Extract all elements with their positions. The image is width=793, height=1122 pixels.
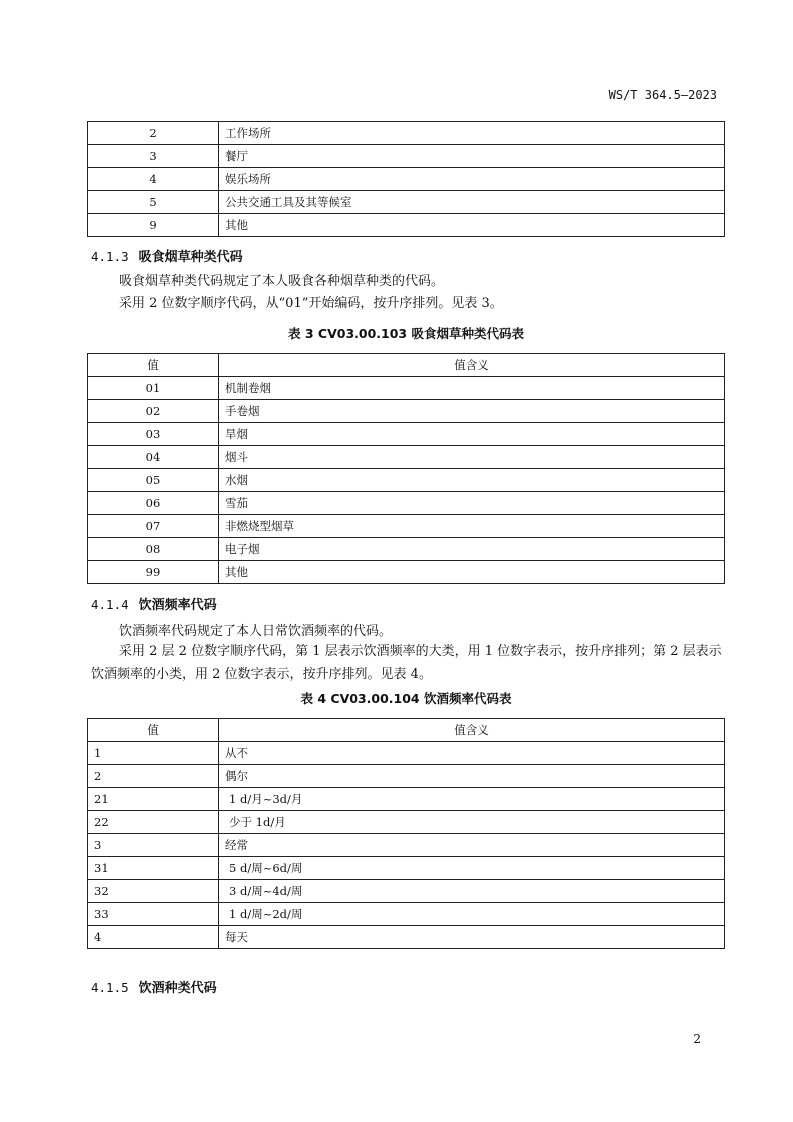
cell-value: 01: [88, 377, 219, 400]
table-row: [88, 492, 725, 515]
section-title: 饮酒频率代码: [138, 598, 217, 613]
table-row: [88, 122, 725, 145]
cell-meaning: 经常: [219, 834, 725, 857]
cell-meaning: 餐厅: [219, 145, 725, 168]
table-row: [88, 446, 725, 469]
section-title: 吸食烟草种类代码: [138, 250, 243, 265]
cell-value: 2: [88, 122, 219, 145]
cell-value: 2: [88, 765, 219, 788]
table-row: [88, 903, 725, 926]
table-row: [88, 214, 725, 237]
cell-meaning: 水烟: [219, 469, 725, 492]
cell-value: 5: [88, 191, 219, 214]
table-row: [88, 377, 725, 400]
cell-value: 04: [88, 446, 219, 469]
table-row: [88, 857, 725, 880]
cell-value: 4: [88, 168, 219, 191]
table-row: [88, 538, 725, 561]
cell-meaning: 娱乐场所: [219, 168, 725, 191]
cell-meaning: 1 d/周~2d/周: [219, 903, 725, 926]
table-row: [88, 168, 725, 191]
cell-value: 06: [88, 492, 219, 515]
paragraph: 采用 2 层 2 位数字顺序代码，第 1 层表示饮酒频率的大类，用 1 位数字表示，按升序排列；第 2 层表示饮酒频率的小类，用 2 位数字表示，按升序排列。见表 4。: [91, 644, 722, 682]
table-row: [88, 834, 725, 857]
col-header-value: 值: [88, 719, 219, 742]
section-heading-4-1-4: [91, 594, 217, 613]
table-row: [88, 811, 725, 834]
table-row: [88, 400, 725, 423]
cell-value: 08: [88, 538, 219, 561]
cell-value: 05: [88, 469, 219, 492]
paragraph: 吸食烟草种类代码规定了本人吸食各种烟草种类的代码。: [119, 274, 445, 289]
cell-value: 07: [88, 515, 219, 538]
section-heading-4-1-5: [91, 977, 217, 996]
table-row: [88, 561, 725, 584]
table-header: [88, 719, 725, 742]
cell-value: 31: [88, 857, 219, 880]
page-number: 2: [693, 1032, 701, 1046]
cell-meaning: 其他: [219, 561, 725, 584]
cell-meaning: 雪茄: [219, 492, 725, 515]
cell-meaning: 电子烟: [219, 538, 725, 561]
cell-value: 32: [88, 880, 219, 903]
cell-value: 3: [88, 834, 219, 857]
cell-meaning: 1 d/月~3d/月: [219, 788, 725, 811]
table-row: [88, 469, 725, 492]
cell-value: 22: [88, 811, 219, 834]
section-title: 饮酒种类代码: [138, 981, 217, 996]
col-header-meaning: 值含义: [219, 719, 725, 742]
cell-value: 3: [88, 145, 219, 168]
cell-meaning: 公共交通工具及其等候室: [219, 191, 725, 214]
section-number: 4.1.5: [91, 980, 129, 995]
cell-meaning: 机制卷烟: [219, 377, 725, 400]
table4: [87, 718, 725, 949]
table-row: [88, 515, 725, 538]
cell-meaning: 其他: [219, 214, 725, 237]
table-row: [88, 880, 725, 903]
section-heading-4-1-3: [91, 246, 243, 265]
cell-meaning: 旱烟: [219, 423, 725, 446]
cell-meaning: 手卷烟: [219, 400, 725, 423]
cell-meaning: 烟斗: [219, 446, 725, 469]
table3: [87, 353, 725, 584]
paragraph: 饮酒频率代码规定了本人日常饮酒频率的代码。: [119, 624, 393, 639]
cell-value: 03: [88, 423, 219, 446]
cell-meaning: 少于 1d/月: [219, 811, 725, 834]
cell-meaning: 工作场所: [219, 122, 725, 145]
table-row: [88, 742, 725, 765]
table-row: [88, 765, 725, 788]
table-row: [88, 145, 725, 168]
col-header-value: 值: [88, 354, 219, 377]
table3-caption: 表 3 CV03.00.103 吸食烟草种类代码表: [288, 326, 524, 341]
section-number: 4.1.4: [91, 597, 129, 612]
table-header: [88, 354, 725, 377]
cell-value: 4: [88, 926, 219, 949]
table-row: [88, 926, 725, 949]
col-header-meaning: 值含义: [219, 354, 725, 377]
cell-meaning: 从不: [219, 742, 725, 765]
paragraph: 采用 2 位数字顺序代码，从“01”开始编码，按升序排列。见表 3。: [119, 296, 503, 311]
table-row: [88, 191, 725, 214]
section-number: 4.1.3: [91, 249, 129, 264]
cell-meaning: 非燃烧型烟草: [219, 515, 725, 538]
cell-meaning: 每天: [219, 926, 725, 949]
table-row: [88, 788, 725, 811]
cell-value: 9: [88, 214, 219, 237]
cell-meaning: 3 d/周~4d/周: [219, 880, 725, 903]
cell-value: 99: [88, 561, 219, 584]
cell-value: 21: [88, 788, 219, 811]
cell-value: 33: [88, 903, 219, 926]
cell-value: 02: [88, 400, 219, 423]
continued-table: [87, 121, 725, 237]
table4-caption: 表 4 CV03.00.104 饮酒频率代码表: [300, 691, 512, 706]
cell-meaning: 5 d/周~6d/周: [219, 857, 725, 880]
cell-meaning: 偶尔: [219, 765, 725, 788]
standard-code: WS/T 364.5—2023: [608, 88, 717, 102]
cell-value: 1: [88, 742, 219, 765]
table-row: [88, 423, 725, 446]
